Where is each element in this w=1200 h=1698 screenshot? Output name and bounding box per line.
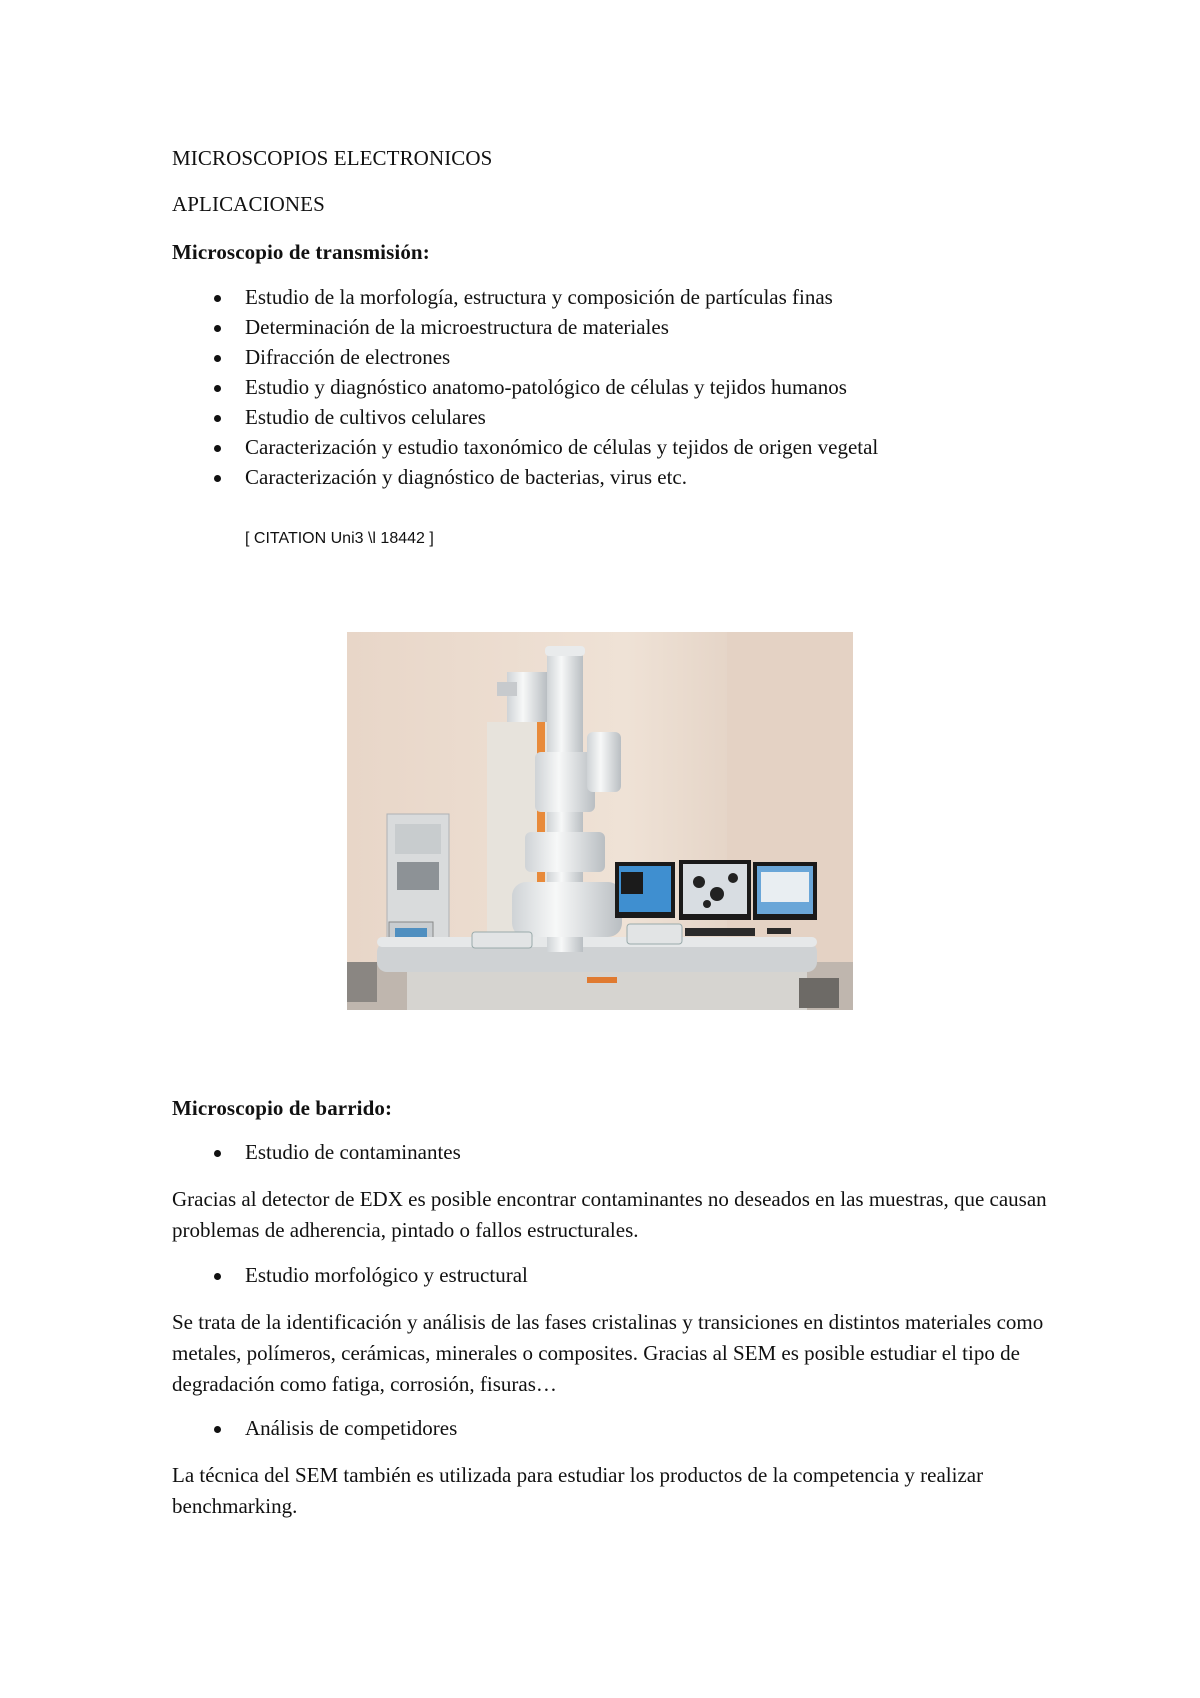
list-item-text: Determinación de la microestructura de materiales — [245, 315, 669, 339]
list-item — [172, 1137, 461, 1167]
list-item-text: Estudio de contaminantes — [245, 1140, 461, 1164]
list-item — [172, 1413, 457, 1443]
bullet-icon — [214, 325, 221, 332]
list-item — [172, 1260, 528, 1290]
transmission-bullet-list — [172, 282, 878, 492]
list-item-text: Caracterización y diagnóstico de bacterias, virus etc. — [245, 465, 687, 489]
list-item — [172, 432, 878, 462]
list-item — [172, 282, 878, 312]
list-item — [172, 312, 878, 342]
bullet-icon — [214, 385, 221, 392]
bullet-icon — [214, 445, 221, 452]
paragraph-contaminantes: Gracias al detector de EDX es posible encontrar contaminantes no deseados en las muestras, que causan problemas de adherencia, pintado o fallos estructurales. — [172, 1187, 1047, 1242]
paragraph-morfologico: Se trata de la identificación y análisis de las fases cristalinas y transiciones en distintos materiales como metales, polímeros, cerámicas, minerales o composites. Gracias al SEM es posible estudiar el tipo de degradación como fatiga, corrosión, fisuras… — [172, 1310, 1044, 1396]
list-item-text: Estudio morfológico y estructural — [245, 1263, 528, 1287]
list-item — [172, 372, 878, 402]
list-item-text: Caracterización y estudio taxonómico de células y tejidos de origen vegetal — [245, 435, 879, 459]
list-item-text: Difracción de electrones — [245, 345, 451, 369]
list-item — [172, 342, 878, 372]
section-heading-transmission: Microscopio de transmisión: — [172, 240, 430, 264]
paragraph-competidores: La técnica del SEM también es utilizada para estudiar los productos de la competencia y realizar benchmarking. — [172, 1463, 984, 1518]
list-item-text: Estudio y diagnóstico anatomo-patológico de células y tejidos humanos — [245, 375, 847, 399]
section-heading-scanning: Microscopio de barrido: — [172, 1096, 393, 1120]
list-item — [172, 402, 878, 432]
scanning-bullet-2 — [172, 1260, 528, 1290]
document-subtitle: APLICACIONES — [172, 192, 325, 216]
scanning-bullet-1 — [172, 1137, 461, 1167]
bullet-icon — [214, 475, 221, 482]
bullet-icon — [214, 355, 221, 362]
citation-field: [ CITATION Uni3 \l 18442 ] — [245, 530, 434, 547]
bullet-icon — [214, 295, 221, 302]
list-item-text: Estudio de cultivos celulares — [245, 405, 486, 429]
list-item-text: Análisis de competidores — [245, 1416, 458, 1440]
document-title: MICROSCOPIOS ELECTRONICOS — [172, 146, 493, 170]
microscope-photo — [347, 632, 853, 1010]
bullet-icon — [214, 415, 221, 422]
list-item-text: Estudio de la morfología, estructura y composición de partículas finas — [245, 285, 833, 309]
bullet-icon — [214, 1273, 221, 1280]
scanning-bullet-3 — [172, 1413, 457, 1443]
bullet-icon — [214, 1150, 221, 1157]
list-item — [172, 462, 878, 492]
bullet-icon — [214, 1426, 221, 1433]
